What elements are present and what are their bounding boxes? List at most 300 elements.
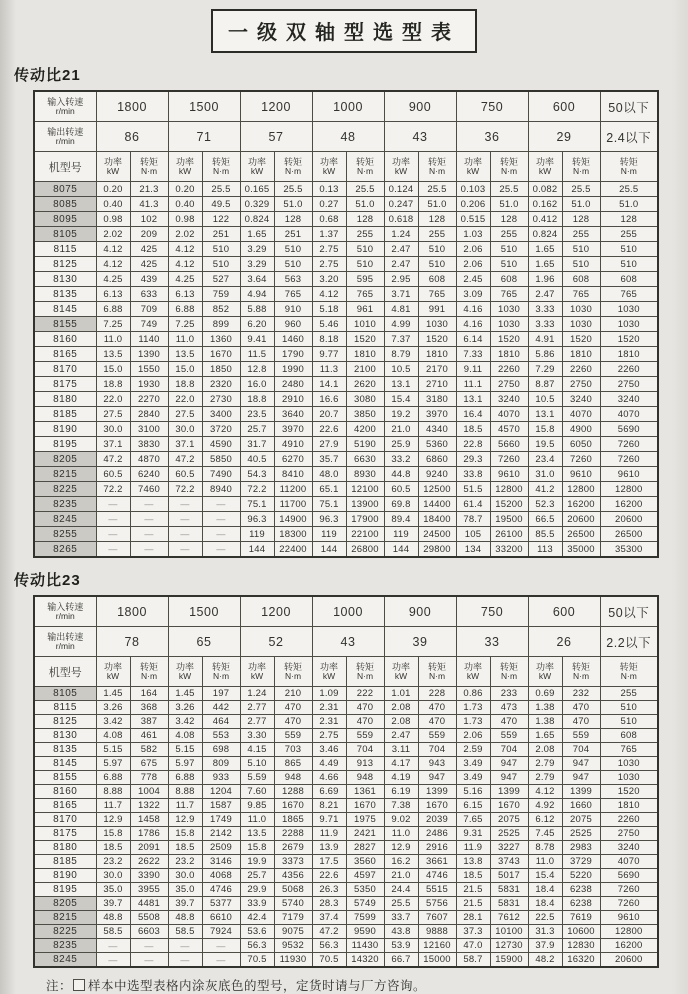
value-cell: 122 — [202, 212, 240, 227]
torque-unit: N·m — [428, 166, 446, 176]
value-cell: 510 — [202, 242, 240, 257]
value-cell: 13.1 — [456, 392, 490, 407]
value-cell: 197 — [202, 687, 240, 701]
value-cell: 4.08 — [96, 729, 130, 743]
value-cell: 1030 — [600, 302, 658, 317]
value-cell: 6.20 — [240, 317, 274, 332]
value-cell: 9240 — [418, 467, 456, 482]
value-cell: 51.0 — [562, 197, 600, 212]
value-cell: 15.8 — [168, 827, 202, 841]
torque-unit: N·m — [212, 671, 230, 681]
torque-unit: N·m — [500, 671, 518, 681]
value-cell: 608 — [418, 272, 456, 287]
input-speed-row — [34, 596, 658, 627]
torque-label: 转矩 — [283, 661, 302, 672]
table-row — [34, 377, 658, 392]
value-cell: 1670 — [274, 799, 312, 813]
value-cell: 13.5 — [96, 347, 130, 362]
unit-label: r/min — [55, 136, 75, 146]
value-cell: 1810 — [418, 347, 456, 362]
value-cell: 2320 — [202, 377, 240, 392]
table-row — [34, 813, 658, 827]
model-header: 机型号 — [34, 152, 96, 182]
value-cell: 29.9 — [240, 883, 274, 897]
value-cell: 703 — [274, 743, 312, 757]
value-cell: 4.17 — [384, 757, 418, 771]
value-cell: 2620 — [346, 377, 384, 392]
value-cell: 899 — [202, 317, 240, 332]
value-cell: 2421 — [346, 827, 384, 841]
value-cell: 27.5 — [168, 407, 202, 422]
power-label: 功率 — [319, 661, 338, 672]
value-cell: 1786 — [130, 827, 168, 841]
value-cell: 251 — [274, 227, 312, 242]
input-speed-label: 输入转速 — [47, 96, 84, 107]
value-cell: 30.0 — [168, 869, 202, 883]
input-speed-value: 50以下 — [600, 91, 658, 122]
value-cell: 1670 — [418, 799, 456, 813]
table-row — [34, 197, 658, 212]
output-speed-value: 39 — [384, 627, 456, 657]
value-cell: 7460 — [130, 482, 168, 497]
value-cell: 7.25 — [168, 317, 202, 332]
power-unit: kW — [538, 166, 552, 176]
torque-label: 转矩 — [139, 661, 158, 672]
value-cell: 4.19 — [384, 771, 418, 785]
value-cell: — — [168, 953, 202, 968]
value-cell: 16.2 — [384, 855, 418, 869]
value-cell: 4340 — [418, 422, 456, 437]
value-cell: 510 — [346, 257, 384, 272]
value-cell: 39.7 — [168, 897, 202, 911]
value-cell: 470 — [562, 715, 600, 729]
value-cell: 24500 — [418, 527, 456, 542]
output-speed-value: 86 — [96, 122, 168, 152]
value-cell: 9.77 — [312, 347, 346, 362]
model-cell: 8125 — [34, 715, 96, 729]
model-cell: 8160 — [34, 332, 96, 347]
value-cell: 6.88 — [96, 771, 130, 785]
value-cell: 69.8 — [384, 497, 418, 512]
value-cell: 2260 — [600, 813, 658, 827]
value-cell: 21.0 — [384, 869, 418, 883]
value-cell: 0.86 — [456, 687, 490, 701]
value-cell: 48.0 — [312, 467, 346, 482]
value-cell: 18.8 — [168, 377, 202, 392]
value-cell: 0.40 — [168, 197, 202, 212]
torque-unit: N·m — [140, 166, 158, 176]
value-cell: 2288 — [274, 827, 312, 841]
value-cell: 37.1 — [96, 437, 130, 452]
value-cell: 2.47 — [384, 257, 418, 272]
value-cell: 4570 — [490, 422, 528, 437]
value-cell: 3743 — [490, 855, 528, 869]
value-cell: 23.2 — [168, 855, 202, 869]
table-row — [34, 827, 658, 841]
value-cell: 9.11 — [456, 362, 490, 377]
value-cell: 29.3 — [456, 452, 490, 467]
value-cell: 3.42 — [96, 715, 130, 729]
value-cell: 1810 — [600, 799, 658, 813]
value-cell: 510 — [418, 242, 456, 257]
value-cell: 470 — [346, 701, 384, 715]
value-cell: 698 — [202, 743, 240, 757]
value-cell: 17900 — [346, 512, 384, 527]
output-speed-value: 65 — [168, 627, 240, 657]
value-cell: 1550 — [130, 362, 168, 377]
power-label: 功率 — [175, 661, 194, 672]
column-header-row — [34, 152, 658, 182]
table-row — [34, 422, 658, 437]
value-cell: 78.7 — [456, 512, 490, 527]
table-row — [34, 182, 658, 197]
value-cell: 22.6 — [312, 869, 346, 883]
value-cell: 3720 — [202, 422, 240, 437]
model-cell: 8165 — [34, 799, 96, 813]
value-cell: 4590 — [202, 437, 240, 452]
value-cell: 1587 — [202, 799, 240, 813]
value-cell: 8.21 — [312, 799, 346, 813]
value-cell: 510 — [600, 242, 658, 257]
power-label: 功率 — [103, 156, 122, 167]
value-cell: 18.5 — [96, 841, 130, 855]
value-cell: 510 — [490, 257, 528, 272]
value-cell: 26.3 — [312, 883, 346, 897]
value-cell: 8930 — [346, 467, 384, 482]
value-cell: 1460 — [274, 332, 312, 347]
table-row — [34, 869, 658, 883]
table-row — [34, 925, 658, 939]
table-row — [34, 362, 658, 377]
value-cell: 0.206 — [456, 197, 490, 212]
value-cell: 9.02 — [384, 813, 418, 827]
value-cell: 633 — [130, 287, 168, 302]
input-speed-value: 600 — [528, 91, 600, 122]
value-cell: 3.30 — [240, 729, 274, 743]
value-cell: 2.31 — [312, 701, 346, 715]
table-row — [34, 437, 658, 452]
value-cell: 4.12 — [528, 785, 562, 799]
value-cell: 765 — [346, 287, 384, 302]
torque-label: 转矩 — [139, 156, 158, 167]
value-cell: 6.13 — [168, 287, 202, 302]
value-cell: 0.13 — [312, 182, 346, 197]
value-cell: 4.99 — [384, 317, 418, 332]
torque-unit: N·m — [500, 166, 518, 176]
model-cell: 8215 — [34, 467, 96, 482]
value-cell: 6270 — [274, 452, 312, 467]
value-cell: 58.5 — [96, 925, 130, 939]
torque-header — [600, 657, 658, 687]
model-cell: 8190 — [34, 422, 96, 437]
value-cell: 5017 — [490, 869, 528, 883]
power-label: 功率 — [391, 661, 410, 672]
model-cell: 8190 — [34, 869, 96, 883]
value-cell: 2910 — [274, 392, 312, 407]
power-header — [384, 657, 418, 687]
value-cell: 251 — [202, 227, 240, 242]
value-cell: 11.0 — [528, 855, 562, 869]
value-cell: 1.24 — [384, 227, 418, 242]
model-cell: 8225 — [34, 925, 96, 939]
value-cell: 41.3 — [130, 197, 168, 212]
value-cell: 3227 — [490, 841, 528, 855]
power-label: 功率 — [319, 156, 338, 167]
power-header — [456, 657, 490, 687]
value-cell: 5.97 — [168, 757, 202, 771]
value-cell: 6603 — [130, 925, 168, 939]
value-cell: 31.0 — [528, 467, 562, 482]
value-cell: 2.79 — [528, 771, 562, 785]
value-cell: 10.5 — [528, 392, 562, 407]
value-cell: 2.45 — [456, 272, 490, 287]
value-cell: 8410 — [274, 467, 312, 482]
section-label-ratio-21: 传动比21 — [14, 67, 81, 84]
power-header — [528, 657, 562, 687]
table-row — [34, 527, 658, 542]
value-cell: — — [96, 939, 130, 953]
value-cell: 704 — [490, 743, 528, 757]
value-cell: — — [130, 542, 168, 558]
value-cell: 7490 — [202, 467, 240, 482]
value-cell: 28.3 — [312, 897, 346, 911]
power-label: 功率 — [247, 661, 266, 672]
value-cell: 1990 — [274, 362, 312, 377]
value-cell: 947 — [562, 771, 600, 785]
value-cell: 20600 — [600, 512, 658, 527]
value-cell: 7.65 — [456, 813, 490, 827]
value-cell: 12800 — [600, 482, 658, 497]
value-cell: 29800 — [418, 542, 456, 558]
value-cell: 6.14 — [456, 332, 490, 347]
value-cell: 15.4 — [384, 392, 418, 407]
input-speed-label: 输入转速 — [47, 601, 84, 612]
value-cell: 1670 — [202, 347, 240, 362]
value-cell: 1.65 — [528, 729, 562, 743]
value-cell: 19.9 — [240, 855, 274, 869]
value-cell: 128 — [274, 212, 312, 227]
value-cell: 8.87 — [528, 377, 562, 392]
model-cell: 8145 — [34, 757, 96, 771]
power-header — [96, 152, 130, 182]
value-cell: 2.77 — [240, 701, 274, 715]
value-cell: 2.02 — [168, 227, 202, 242]
value-cell: 9610 — [562, 467, 600, 482]
value-cell: 6630 — [346, 452, 384, 467]
torque-header — [600, 152, 658, 182]
value-cell: 4200 — [346, 422, 384, 437]
value-cell: 1.45 — [168, 687, 202, 701]
table-row — [34, 287, 658, 302]
value-cell: 3661 — [418, 855, 456, 869]
model-cell: 8115 — [34, 242, 96, 257]
value-cell: 128 — [490, 212, 528, 227]
value-cell: 2480 — [274, 377, 312, 392]
model-cell: 8185 — [34, 407, 96, 422]
value-cell: 1865 — [274, 813, 312, 827]
table-row — [34, 687, 658, 701]
value-cell: 2091 — [130, 841, 168, 855]
table-row — [34, 701, 658, 715]
value-cell: 0.20 — [96, 182, 130, 197]
table-row — [34, 855, 658, 869]
value-cell: 2075 — [562, 813, 600, 827]
value-cell: 0.247 — [384, 197, 418, 212]
value-cell: 704 — [562, 743, 600, 757]
value-cell: 1520 — [490, 332, 528, 347]
input-speed-value: 900 — [384, 91, 456, 122]
value-cell: 3.64 — [240, 272, 274, 287]
model-cell: 8255 — [34, 527, 96, 542]
value-cell: 51.0 — [600, 197, 658, 212]
gray-swatch-icon — [73, 979, 85, 991]
input-speed-value: 1800 — [96, 91, 168, 122]
value-cell: 128 — [346, 212, 384, 227]
model-cell: 8180 — [34, 841, 96, 855]
power-unit: kW — [322, 671, 336, 681]
power-header — [240, 152, 274, 182]
model-cell: 8245 — [34, 953, 96, 968]
table-row — [34, 883, 658, 897]
value-cell: 4746 — [418, 869, 456, 883]
value-cell: 3.42 — [168, 715, 202, 729]
value-cell: 12830 — [562, 939, 600, 953]
value-cell: 15.0 — [96, 362, 130, 377]
value-cell: 852 — [202, 302, 240, 317]
output-speed-value: 71 — [168, 122, 240, 152]
table-row — [34, 452, 658, 467]
value-cell: 18.4 — [528, 897, 562, 911]
torque-header — [562, 657, 600, 687]
model-cell: 8205 — [34, 452, 96, 467]
value-cell: 9888 — [418, 925, 456, 939]
value-cell: 809 — [202, 757, 240, 771]
value-cell: 4.12 — [96, 257, 130, 272]
value-cell: 3.49 — [456, 771, 490, 785]
value-cell: 33.7 — [384, 911, 418, 925]
value-cell: 1.65 — [528, 257, 562, 272]
value-cell: 4.12 — [312, 287, 346, 302]
value-cell: 13900 — [346, 497, 384, 512]
model-cell: 8105 — [34, 687, 96, 701]
value-cell: 1660 — [562, 799, 600, 813]
power-unit: kW — [250, 166, 264, 176]
torque-label: 转矩 — [499, 661, 518, 672]
value-cell: 1.37 — [312, 227, 346, 242]
value-cell: 5350 — [346, 883, 384, 897]
value-cell: — — [96, 497, 130, 512]
value-cell: 61.4 — [456, 497, 490, 512]
value-cell: 89.4 — [384, 512, 418, 527]
table-row — [34, 785, 658, 799]
table-row — [34, 715, 658, 729]
model-cell: 8135 — [34, 287, 96, 302]
output-speed-value: 43 — [384, 122, 456, 152]
table-row — [34, 212, 658, 227]
value-cell: 15900 — [490, 953, 528, 968]
model-cell: 8115 — [34, 701, 96, 715]
value-cell: 0.124 — [384, 182, 418, 197]
input-speed-value: 1800 — [96, 596, 168, 627]
table-row — [34, 729, 658, 743]
value-cell: 12100 — [346, 482, 384, 497]
value-cell: 6610 — [202, 911, 240, 925]
input-speed-row — [34, 91, 658, 122]
value-cell: 470 — [562, 701, 600, 715]
output-speed-value: 2.2以下 — [600, 627, 658, 657]
input-speed-value: 1200 — [240, 596, 312, 627]
value-cell: 5190 — [346, 437, 384, 452]
model-cell: 8265 — [34, 542, 96, 558]
value-cell: 510 — [274, 242, 312, 257]
model-cell: 8185 — [34, 855, 96, 869]
torque-header — [202, 657, 240, 687]
page-title — [211, 9, 477, 53]
value-cell: 1.65 — [240, 227, 274, 242]
value-cell: 0.98 — [168, 212, 202, 227]
value-cell: 1030 — [418, 317, 456, 332]
table-row — [34, 467, 658, 482]
value-cell: 1810 — [600, 347, 658, 362]
value-cell: 5690 — [600, 869, 658, 883]
value-cell: 11200 — [274, 482, 312, 497]
value-cell: 2679 — [274, 841, 312, 855]
value-cell: 15000 — [418, 953, 456, 968]
value-cell: 0.98 — [96, 212, 130, 227]
value-cell: 35300 — [600, 542, 658, 558]
value-cell: 947 — [490, 757, 528, 771]
value-cell: — — [130, 527, 168, 542]
value-cell: 51.0 — [274, 197, 312, 212]
value-cell: 47.2 — [168, 452, 202, 467]
power-header — [528, 152, 562, 182]
value-cell: 105 — [456, 527, 490, 542]
value-cell: 11.0 — [384, 827, 418, 841]
value-cell: 947 — [418, 771, 456, 785]
table-row — [34, 392, 658, 407]
value-cell: 2.75 — [312, 729, 346, 743]
value-cell: 1399 — [490, 785, 528, 799]
value-cell: 2.47 — [528, 287, 562, 302]
value-cell: 0.329 — [240, 197, 274, 212]
value-cell: 5660 — [490, 437, 528, 452]
torque-label: 转矩 — [619, 156, 638, 167]
value-cell: 48.8 — [168, 911, 202, 925]
model-cell: 8075 — [34, 182, 96, 197]
value-cell: 559 — [346, 729, 384, 743]
value-cell: 765 — [600, 743, 658, 757]
value-cell: 15.0 — [168, 362, 202, 377]
value-cell: 255 — [346, 227, 384, 242]
value-cell: 8940 — [202, 482, 240, 497]
value-cell: 7924 — [202, 925, 240, 939]
value-cell: 865 — [274, 757, 312, 771]
input-speed-value: 750 — [456, 91, 528, 122]
power-label: 功率 — [247, 156, 266, 167]
value-cell: 1140 — [130, 332, 168, 347]
value-cell: 13.5 — [240, 827, 274, 841]
value-cell: 4.08 — [168, 729, 202, 743]
value-cell: 48.8 — [96, 911, 130, 925]
value-cell: 65.1 — [312, 482, 346, 497]
value-cell: 12.9 — [168, 813, 202, 827]
power-label: 功率 — [463, 661, 482, 672]
value-cell: 1790 — [274, 347, 312, 362]
value-cell: 23.2 — [96, 855, 130, 869]
power-header — [384, 152, 418, 182]
value-cell: — — [168, 497, 202, 512]
value-cell: 1004 — [130, 785, 168, 799]
